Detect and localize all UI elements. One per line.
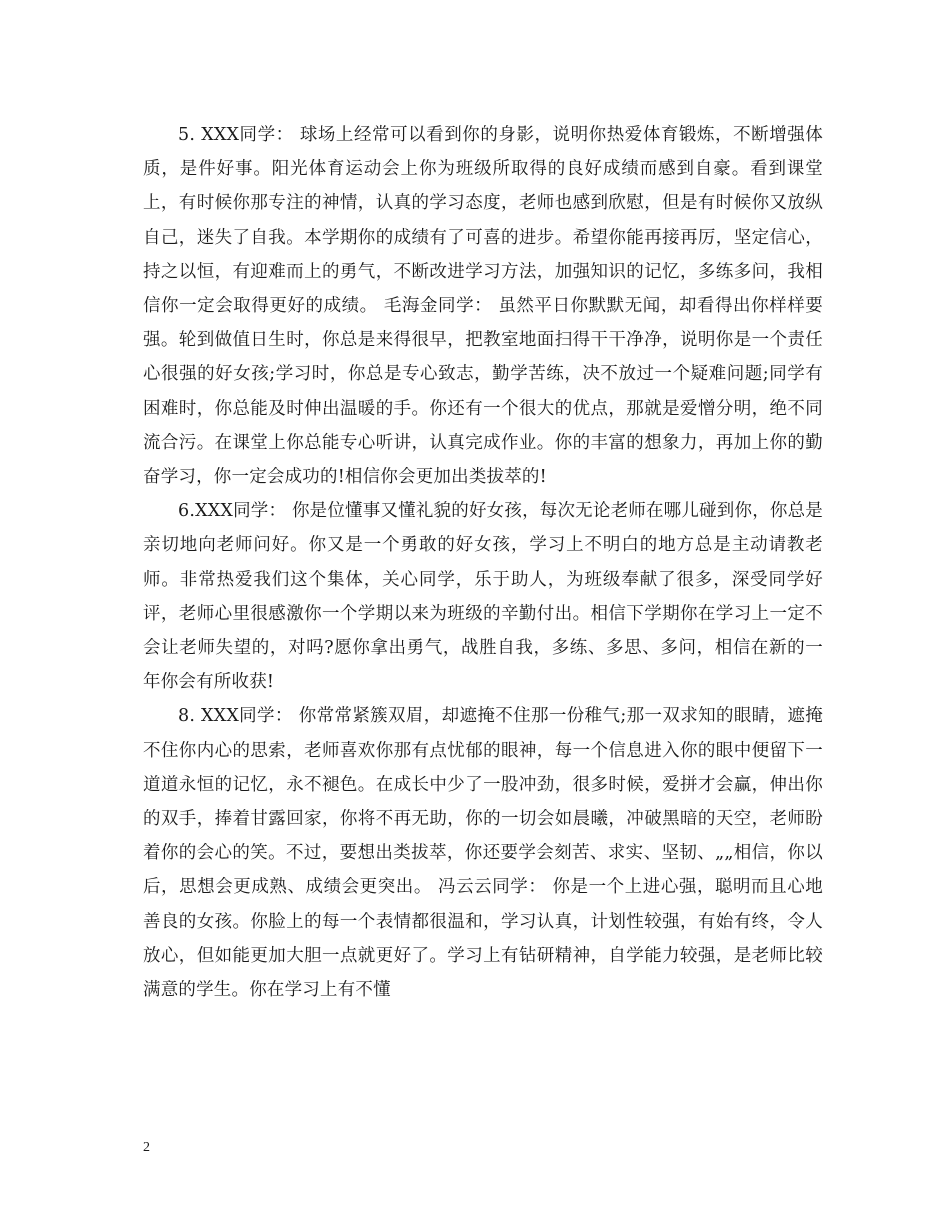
page-number: 2 [143, 1140, 150, 1155]
paragraph-5: 5. XXX同学： 球场上经常可以看到你的身影，说明你热爱体育锻炼，不断增强体质，是件好事。阳光体育运动会上你为班级所取得的良好成绩而感到自豪。看到课堂上，有时候你那专注的神情，认真的学习态度，老师也感到欣慰，但是有时候你又放纵自己，迷失了自我。本学期你的成绩有了可喜的进步。希望你能再接再厉，坚定信心，持之以恒，有迎难而上的勇气，不断改进学习方法，加强知识的记忆，多练多问，我相信你一定会取得更好的成绩。 毛海金同学： 虽然平日你默默无闻，却看得出你样样要强。轮到做值日生时，你总是来得很早，把教室地面扫得干干净净，说明你是一个责任心很强的好女孩;学习时，你总是专心致志，勤学苦练，决不放过一个疑难问题;同学有困难时，你总能及时伸出温暖的手。你还有一个很大的优点，那就是爱憎分明，绝不同流合污。在课堂上你总能专心听讲，认真完成作业。你的丰富的想象力，再加上你的勤奋学习，你一定会成功的!相信你会更加出类拔萃的! [143, 125, 823, 488]
paragraph-8: 8. XXX同学： 你常常紧簇双眉，却遮掩不住那一份稚气;那一双求知的眼睛，遮掩不住你内心的思索，老师喜欢你那有点忧郁的眼神，每一个信息进入你的眼中便留下一道道永恒的记忆，永不褪色。在成长中少了一股冲劲，很多时候，爱拼才会赢，伸出你的双手，捧着甘露回家，你将不再无助，你的一切会如晨曦，冲破黑暗的天空，老师盼着你的会心的笑。不过，要想出类拔萃，你还要学会刻苦、求实、坚韧、„„相信，你以后，思想会更成熟、成绩会更突出。 冯云云同学： 你是一个上进心强，聪明而且心地善良的女孩。你脸上的每一个表情都很温和，学习认真，计划性较强，有始有终，令人放心，但如能更加大胆一点就更好了。学习上有钻研精神，自学能力较强，是老师比较满意的学生。你在学习上有不懂 [143, 706, 823, 1001]
document-body [143, 118, 823, 1007]
paragraph-6: 6.XXX同学： 你是位懂事又懂礼貌的好女孩，每次无论老师在哪儿碰到你，你总是亲切地向老师问好。你又是一个勇敢的好女孩，学习上不明白的地方总是主动请教老师。非常热爱我们这个集体，关心同学，乐于助人，为班级奉献了很多，深受同学好评，老师心里很感激你一个学期以来为班级的辛勤付出。相信下学期你在学习上一定不会让老师失望的，对吗?愿你拿出勇气，战胜自我，多练、多思、多问，相信在新的一年你会有所收获! [143, 501, 823, 693]
